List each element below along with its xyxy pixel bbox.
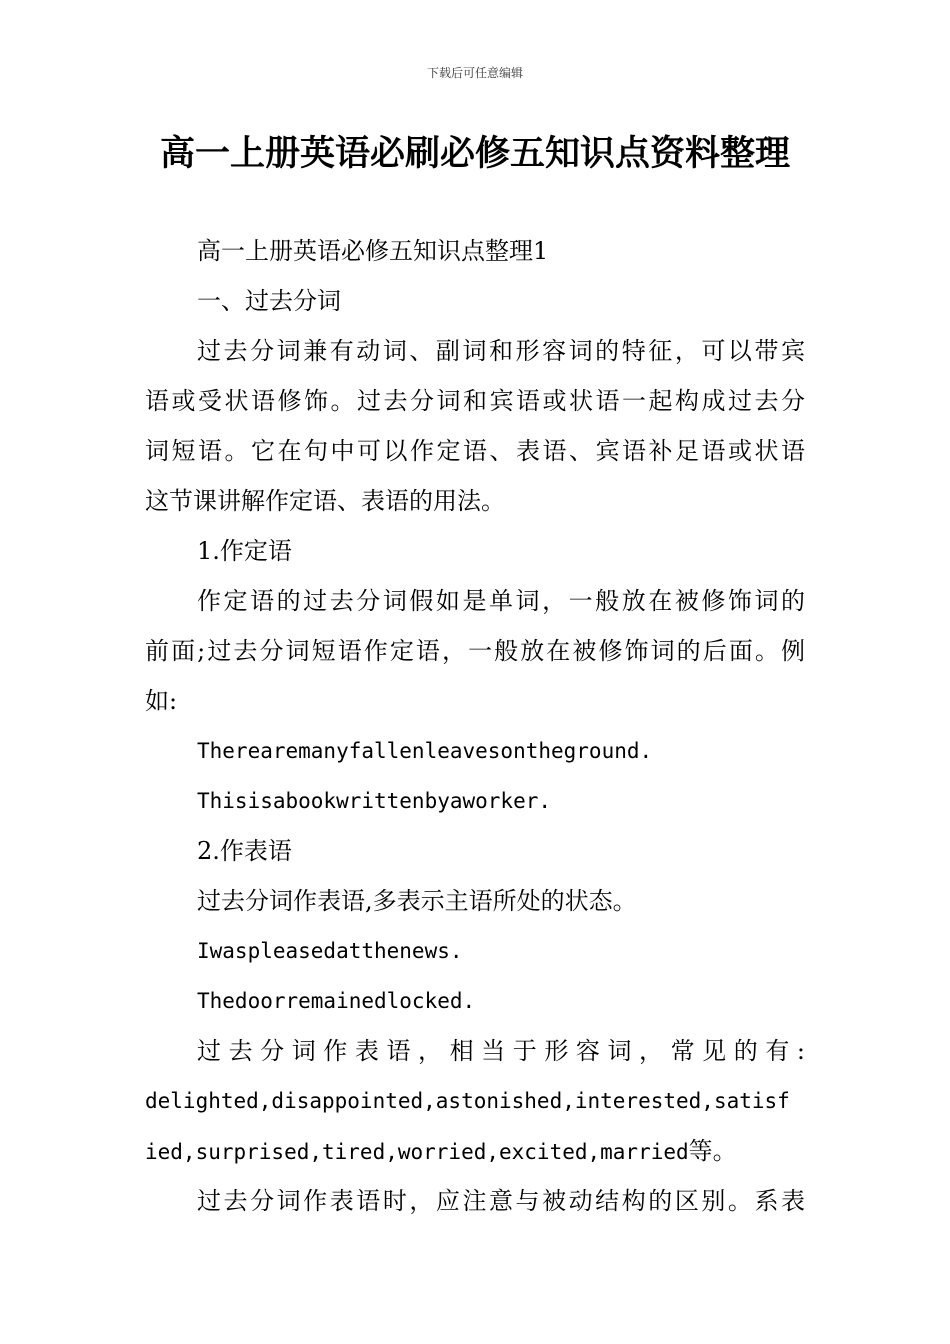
paragraph-line: 过去分词作表语，相当于形容词，常见的有: [197,1037,805,1065]
subsection-heading: 一、过去分词 [197,287,341,315]
paragraph-line: 过去分词兼有动词、副词和形容词的特征，可以带宾 [197,337,805,365]
paragraph-line: 词短语。它在句中可以作定语、表语、宾语补足语或状语 [145,437,805,465]
document-body [145,226,805,1226]
word-list-text: ied,surprised,tired,worried,excited,married [145,1140,689,1164]
example-sentence: Thedoorremainedlocked. [197,989,476,1013]
word-list-suffix: 等。 [688,1137,737,1165]
paragraph-line: 过去分词作表语,多表示主语所处的状态。 [197,887,637,915]
paragraph-line: 过去分词作表语时，应注意与被动结构的区别。系表 [197,1187,805,1215]
paragraph-line: 前面;过去分词短语作定语，一般放在被修饰词的后面。例 [145,637,805,665]
paragraph-line: 如: [145,687,178,715]
document-title: 高一上册英语必刷必修五知识点资料整理 [159,134,790,174]
page-header-note: 下载后可任意编辑 [426,66,523,80]
paragraph-line: 这节课讲解作定语、表语的用法。 [145,487,505,515]
word-list-line: delighted,disappointed,astonished,interested,satisf [145,1089,790,1113]
item-heading: 1.作定语 [197,537,292,565]
word-list-line [145,1126,805,1176]
example-sentence: Thisisabookwrittenbyaworker. [197,789,552,813]
section-heading: 高一上册英语必修五知识点整理1 [197,237,549,265]
item-heading: 2.作表语 [197,837,292,865]
example-sentence: Therearemanyfallenleavesontheground. [197,739,653,763]
example-sentence: Iwaspleasedatthenews. [197,939,463,963]
paragraph-line: 作定语的过去分词假如是单词，一般放在被修饰词的 [197,587,805,615]
paragraph-line: 语或受状语修饰。过去分词和宾语或状语一起构成过去分 [145,387,805,415]
